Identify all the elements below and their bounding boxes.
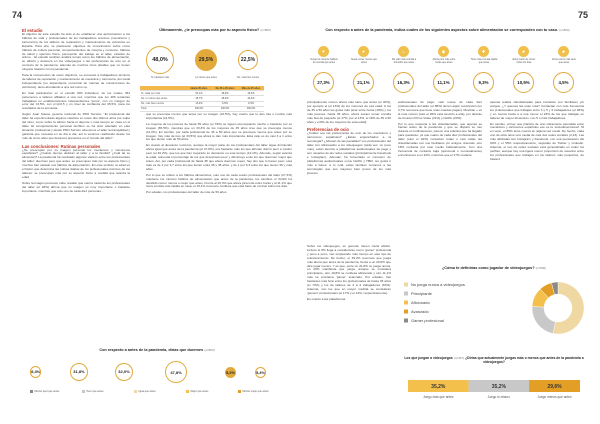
legend-item	[238, 390, 269, 393]
physical-chart-title: Últimamente, ¿te preocupas más por tu aspecto físico? (n=800)	[159, 28, 271, 32]
food-item-value: 27,3%	[313, 72, 334, 93]
legend-item	[134, 390, 156, 393]
table-cell: 9,3%	[238, 101, 264, 106]
table-cell: Sí, cada vez más	[140, 91, 186, 96]
body-paragraph: Por lo que respecta a las videollamadas, que apenas se hacían antes de la pandemia y que se disparó su uso durante el confinamiento, parece una práctica que ha llegado para quedarse: ya que cuatro de cada diez profesionales del taller (casi el 40%) contactan todas o casi todas las videollamadas con sus familiares y/o amigos. Además, otro 18% contacta por este medio habitualmente. Con una frecuencia de contacto baja (quincenal o mensualmente) encontramos a un 22%, mientras que el 17% restante	[398, 121, 482, 157]
body-paragraph: La mayoría de los jóvenes de hasta 35 años (el 79%) se siguen preocupando mucho o bastante por su imagen (65,5%), mientras que un 33,3% de los mayores de 45 años cree que se preocupa menos (11,0%). En cambio, por cada profesional de 36 a 50 años que se preocupa menos que antes por su imagen, hay más de tres (el 33,5%) que ahora le dan más importancia. Esta ratio es de casi 3 a 1 entre los que tienen más de 50 años.	[146, 121, 292, 142]
sample-size: (n=800)	[204, 348, 215, 352]
food-item-label: Estoy harto de comer todos los días	[512, 58, 536, 64]
table-cell: Total	[140, 106, 186, 111]
body-paragraph: ¿Se preocupan por su imagen personal los mecánicos y carroceros españoles? ¿Cuánto tiempo dedican al taller y a la familia? ¿Cuál tal se alimentan? La pandemia ha cambiado algunos valores entre los profesionales del taller: duermen peor que antes, se preocupan más por su aspecto físico y muchos han variado sus hábitos de alimentación. En este sentido, la edad es el factor que determina las rutinas diarias de los profesionales técnicos de los talleres: se preocupan más por su aspecto físico a medida que avanza la edad.	[22, 147, 130, 179]
body-paragraph: En total participaron en el estudio 800 individuos, de los cuales 334 pertenecen a talleres afiliados a una red, mientras que los 466 restantes trabajaban en establecimientos independientes 'puros', con un margen de error del ±3,5%, con p=q=0,5 y un nivel de confianza del 95,5%, para los resultados de la encuesta.	[22, 90, 130, 111]
food-item-icon: ♣	[558, 46, 569, 57]
legend-label: Avanzado	[411, 309, 429, 314]
videogame-column	[307, 245, 391, 302]
legend-swatch	[82, 390, 85, 393]
table-cell: 100,0%	[212, 106, 238, 111]
section-heading: Preferencias de ocio	[307, 127, 350, 133]
playtime-bar-chart	[398, 368, 590, 414]
food-item-value: 16,3%	[393, 72, 414, 93]
body-paragraph: En cuanto a las plataformas	[307, 296, 346, 301]
food-item-icon: ⌂	[398, 46, 409, 57]
food-item-icon: ★	[518, 46, 529, 57]
circle-value: 48,0%	[146, 46, 174, 74]
legend-item	[82, 390, 103, 393]
body-paragraph: apenas realiza videollamadas para contactar con familiares y/o amigos. ¿Y quienes las usan más? Contactan con más frecuencia los profesionales que trabajan entre 3 y 5 y 4 trabajadores (el 48%) y en menos hacia a a una menor el 23% de los que trabajan en talleres de mayor dimensión, con 5 o más trabajadores.	[490, 100, 584, 120]
right-article-column-1	[307, 101, 391, 175]
sample-size: (n=800)	[260, 28, 271, 32]
table-cell: 100,0%	[238, 106, 264, 111]
table-header-cell: De 36 a 45 años	[212, 86, 238, 91]
circle-value: 29,5%	[195, 49, 217, 71]
food-item-value: 11,1%	[433, 72, 454, 93]
body-paragraph: Según Juan Solera, gerente nacional de PRO Service: "El profesional del taller ha experimentado algunos cambios en estos dos últimos años por culpa del virus, como sobre la afición hacia el deporte o más tiempo en casa en el taller. El comportamiento personal también se ha visto afectado en esta situación profesional y desde PRO Service ofrecemos el taller la tranquilidad y garantía que necesita en su día a día, así lo venimos realizando desde los más de cinco años que llevamos presentes en el mundo del taller".	[22, 112, 130, 140]
food-item-label: Ahora pico más entre horas que antes	[432, 58, 456, 64]
legend-swatch	[404, 301, 408, 305]
food-item-icon: ♥	[318, 46, 329, 57]
body-paragraph: Sobre la imagen personal, cabe resaltar que casi la mitad de los profesionales del taller (el 48%) afirma que su imagen es muy importante o bastante importante, mientras que solo uno de cada diez personas...	[22, 180, 130, 193]
page-number-left: 74	[12, 10, 23, 20]
table-row	[140, 106, 264, 111]
food-item-icon: ◆	[438, 46, 449, 57]
circle-value: 22,5%	[238, 50, 258, 70]
food-item-value: 4,5%	[553, 72, 574, 93]
body-paragraph: En cambio, al hay una práctica de ocio claramente asentada entre mecánicos y carroceros españoles ese es la 'sociodimensional'. Ni en vano, el 85% tiene cuenta en alguna red social. De hecho, cada uno de ellos tiene una media de casi dos redes sociales (2,23). Las más utilizadas son Instagram y Facebook, con una penetración del 60% y el 55% respectivamente, seguidas de Twitter y Linkedin. Además, el uso de redes sociales está generalizado en todos los perfiles, aunque hay una ligera menor proporción de usuarios entre los profesionales que trabajan en los talleres más pequeños, de hasta 2	[490, 121, 584, 161]
body-paragraph: Por lo que se refiere a los hábitos alimenticios, solo uno de cada cuatro profesionales del taller (27,3%) mantiene los mismos hábitos de alimentación que antes de la pandemia, los cambios el 34,9% ha decidido comer menos o mejor que antes. Frente al 16,3% que ahora pica más entre horas y al 11,1% que toma comida más rápida en casa, el 15,1% reconoce confiesa que está harto de cocinar todos los días.	[146, 172, 292, 189]
food-item-value: 9,3%	[473, 72, 494, 93]
food-item-icon: ✚	[478, 46, 489, 57]
bar-data-label: 35,2%	[431, 383, 446, 390]
bar-category-label: Juego lo mismo	[487, 395, 510, 399]
legend-item	[30, 390, 59, 393]
table-cell: 13,2%	[186, 101, 212, 106]
bar-category-label: Juego menos que antes	[537, 395, 572, 399]
food-item-value: 10,5%	[513, 72, 534, 93]
legend-swatch	[404, 310, 408, 314]
food-item-icon: ●	[358, 46, 369, 57]
legend-label: Principiante	[411, 291, 432, 296]
table-cell: No, más bien menos	[140, 101, 186, 106]
food-item-label: Tengo los mismos hábitos de comida que antes	[310, 58, 338, 64]
age-breakdown-table	[140, 86, 264, 112]
sleep-value-circle: 8,4%	[30, 366, 41, 377]
sample-size: (n=467)	[453, 356, 465, 360]
body-paragraph: ¿Cuáles son las preferencias de ocio de los mecánicos y carroceros españoles? ¿Están enganchados a la tecnología? ¿Abusan de las pantallas? Los profesionales del taller son aficionados a los videojuegos (cada vez, un poco más), están atentos a plataformas audiovisuales de pago y son usuarios de las redes sociales (principalmente Facebook e Instagram). Además, ha fomentado el consumo de plataformas audiovisuales como Netflix y HBO, les gusta ir más a bares, a lo cual, están también cercanos a las tecnologías que sus mayores bien pocos de los más jóvenes.	[307, 131, 391, 175]
legend-label: Peor que antes	[86, 390, 104, 393]
legend-swatch	[30, 390, 33, 393]
section-heading: El estudio	[22, 28, 43, 33]
legend-label: Mucho peor que antes	[34, 390, 60, 393]
sleep-value-circle: 5,4%	[255, 367, 266, 378]
sleep-chart-title: Con respecto a antes de la pandemia, dirías que duermes (n=800)	[99, 348, 215, 352]
donut-slice	[532, 306, 555, 333]
legend-item	[186, 390, 208, 393]
body-paragraph: Sobre los videojuegos, en general, tienen cierta afición, incluso el 8% llega a considerarse como 'gamer' profesional y poco a poco, van empleando más tiempo en este tipo de entretenimiento. De hecho, el 35,2% reconoce que juega más ahora que antes de la pandemia, frente a un 29,6% que dice jugar menos. Y es que, entre un 41,8% no juega nunca, un 20% manifiesta que juega, aunque se considera principiante, otro 19,8% se confiesa aficionado y otro 11,1% más se proclama 'gamer' avanzado. Por edades, has bastantes más fans entre los profesionales de hasta 35 años (el 74%) y los de talleres de 3 a 4 trabajadores (63%). Además, son los que en mayor medida se consideran 'gamers' profesionales (el 17% y el 14%, respectivamente).	[307, 244, 391, 295]
right-article-column-3	[490, 101, 584, 162]
body-paragraph: En cuanto al descanso nocturno, aunque la mayor parte de los profesionales del taller sigue durmiendo ahora igual que antes de la pandemia (el 47,8%), era bastante más los que afirman dormir peor a mucho peor (el 40,2%), que los que han mejorado su descanso en este tiempo (12,1%). Además, según avanza la edad, aumenta el porcentaje de los que descansan peor y disminuye el de los que duermen mejor que antes. Así, por cada profesional de hasta 35 que ahora duermen mejor, hay dos que lo hacen peor; esta ratio es de 1 por 2,7 entre los que tienen entre 36 y 45 años, y de 1 por 6,3 entre los que tienen 46 y más años.	[146, 143, 292, 171]
gamer-donut-chart	[398, 276, 590, 338]
legend-label: Mucho mejor que antes	[242, 390, 269, 393]
gamer-chart-title: ¿Cómo te definirías como jugador de videojuegos? (n=800)	[441, 266, 547, 270]
table-cell: 46,3%	[238, 91, 264, 96]
table-cell: No, lo mismo que antes	[140, 96, 186, 101]
sleep-value-circle: 31,8%	[70, 363, 88, 381]
sleep-value-circle: 47,8%	[165, 361, 187, 383]
food-item-label: Tomo más comida rápida que antes	[470, 58, 498, 64]
food-item-value: 21,1%	[353, 72, 374, 93]
legend-label: Aficionado	[411, 300, 430, 305]
right-article-column-2	[398, 101, 482, 158]
table-cell: 44,4%	[238, 96, 264, 101]
body-paragraph: Para la consecución de estos objetivos, se encuestó a trabajadores técnicos de talleres de reparación y mantenimiento de mecánica y carrocería, del canal independiente (no dependiente comercial de marcas de constructores de vehículos), tanto abordando a una red como no.	[22, 73, 130, 89]
body-paragraph: que se preocupa menos que antes por su imagen (10,5%), hay cuatro que le dan tras o mucha más importancia (41,5%).	[146, 112, 292, 120]
body-paragraph: El objetivo de este estudio ha sido el de establecer una aproximación a los hábitos de vida y profesionales de los trabajadores técnicos (mecánicos y carroceros) de los talleres de reparación y mantenimiento de vehículos en España. Para ello, se plantearon objetivos de conocimiento sobre cómo hábitos de cultura personal, comportamientos de compra y consumo, hábitos de salud y ejercicio físico, percepción del trabajo en el taller, estados de ánimo... El estudio también analiza temas como los hábitos de alimentación, su afición y destreza en los videojuegos o las preferencias de ocio en el contexto de la pandemia, además de muchos otros detalles que no tienen ninguna relación con la pandemia.	[22, 32, 130, 72]
table-cell: 51,1%	[186, 91, 212, 96]
legend-swatch	[238, 390, 241, 393]
sleep-value-circle: 5,2%	[225, 367, 236, 378]
legend-swatch	[186, 390, 189, 393]
sleep-value-circle: 32,0%	[115, 363, 133, 381]
table-header-cell: Más de 45 años	[238, 86, 264, 91]
table-cell: 100,0%	[186, 106, 212, 111]
playtime-chart-title: Los que juegan a videojuegos (n=467) ¿Dirías que actualmente juegas más o menos que antes de la pandemia a videojuegos?	[404, 356, 584, 364]
legend-label: No juega nunca a videojuegos	[411, 282, 465, 287]
legend-swatch	[404, 292, 408, 296]
legend-swatch	[404, 283, 408, 287]
left-article-column-2	[146, 113, 292, 195]
food-item-label: Ahora como más sano que antes	[552, 58, 576, 64]
page-number-right: 75	[577, 10, 588, 20]
circle-label: Sí, bastante más	[151, 76, 169, 79]
table-cell: 35,7%	[186, 96, 212, 101]
sample-size: (n=800)	[535, 266, 547, 270]
legend-swatch	[134, 390, 137, 393]
section-heading: Las conclusiones: Rutinas personales	[22, 143, 101, 149]
table-cell: 46,9%	[212, 91, 238, 96]
circle-label: No, más bien menos	[237, 76, 259, 79]
body-paragraph: Por edades, los profesionales del taller de más de 50 años	[146, 190, 227, 195]
food-item-label: Suelo comer menos que antes	[351, 58, 377, 64]
table-cell: 6,8%	[212, 101, 238, 106]
food-chart-title: Con respecto a antes de la pandemia, indica cuáles de los siguientes aspectos sobre alimentación se corresponden con tu caso. (n=800)	[325, 28, 570, 32]
body-paragraph: principalmente comen ahora más sano que antes (el 40%), por ejemplo el (el 13%) de los menores de esa edad. A los de 35 a 50 años les gusta más picar entre horas (19%) y los más jóvenes, hasta 35 años, ahora suelen tomar comida más fast de pequeño (el 17%, por el 13%, el 16% de 35 a 50 años y el 8% de los mayores de esta edad).	[307, 100, 391, 124]
legend-label: Gamer profesional	[411, 318, 444, 323]
legend-label: Igual que antes	[138, 390, 156, 393]
table-cell: 46,3%	[212, 96, 238, 101]
food-item-label: Me pido más comida a domicilio que antes	[391, 58, 417, 64]
body-paragraph: audiovisuales de pago; casi nueve de cada diez profesionales del taller (el 88%) tienen algún suscripción (un 3,7% reconoce que tiene unas cuantas pagas). Movistar + es la más común (casi el 26% está suscrito a ella), por delante de Amazon Prime Video (21%) y Netflix (20%).	[398, 100, 483, 120]
table-header-cell: Hasta 35 años	[186, 86, 212, 91]
bar-data-label: 29,6%	[547, 383, 562, 390]
left-article-column	[22, 28, 130, 194]
sample-size: (n=800)	[559, 28, 570, 32]
legend-label: Mejor que antes	[190, 390, 209, 393]
circle-label: Lo mismo que antes	[195, 76, 217, 79]
bar-data-label: 35,2%	[491, 383, 506, 390]
legend-swatch	[404, 319, 408, 323]
bar-category-label: Juego más que antes	[423, 395, 454, 399]
